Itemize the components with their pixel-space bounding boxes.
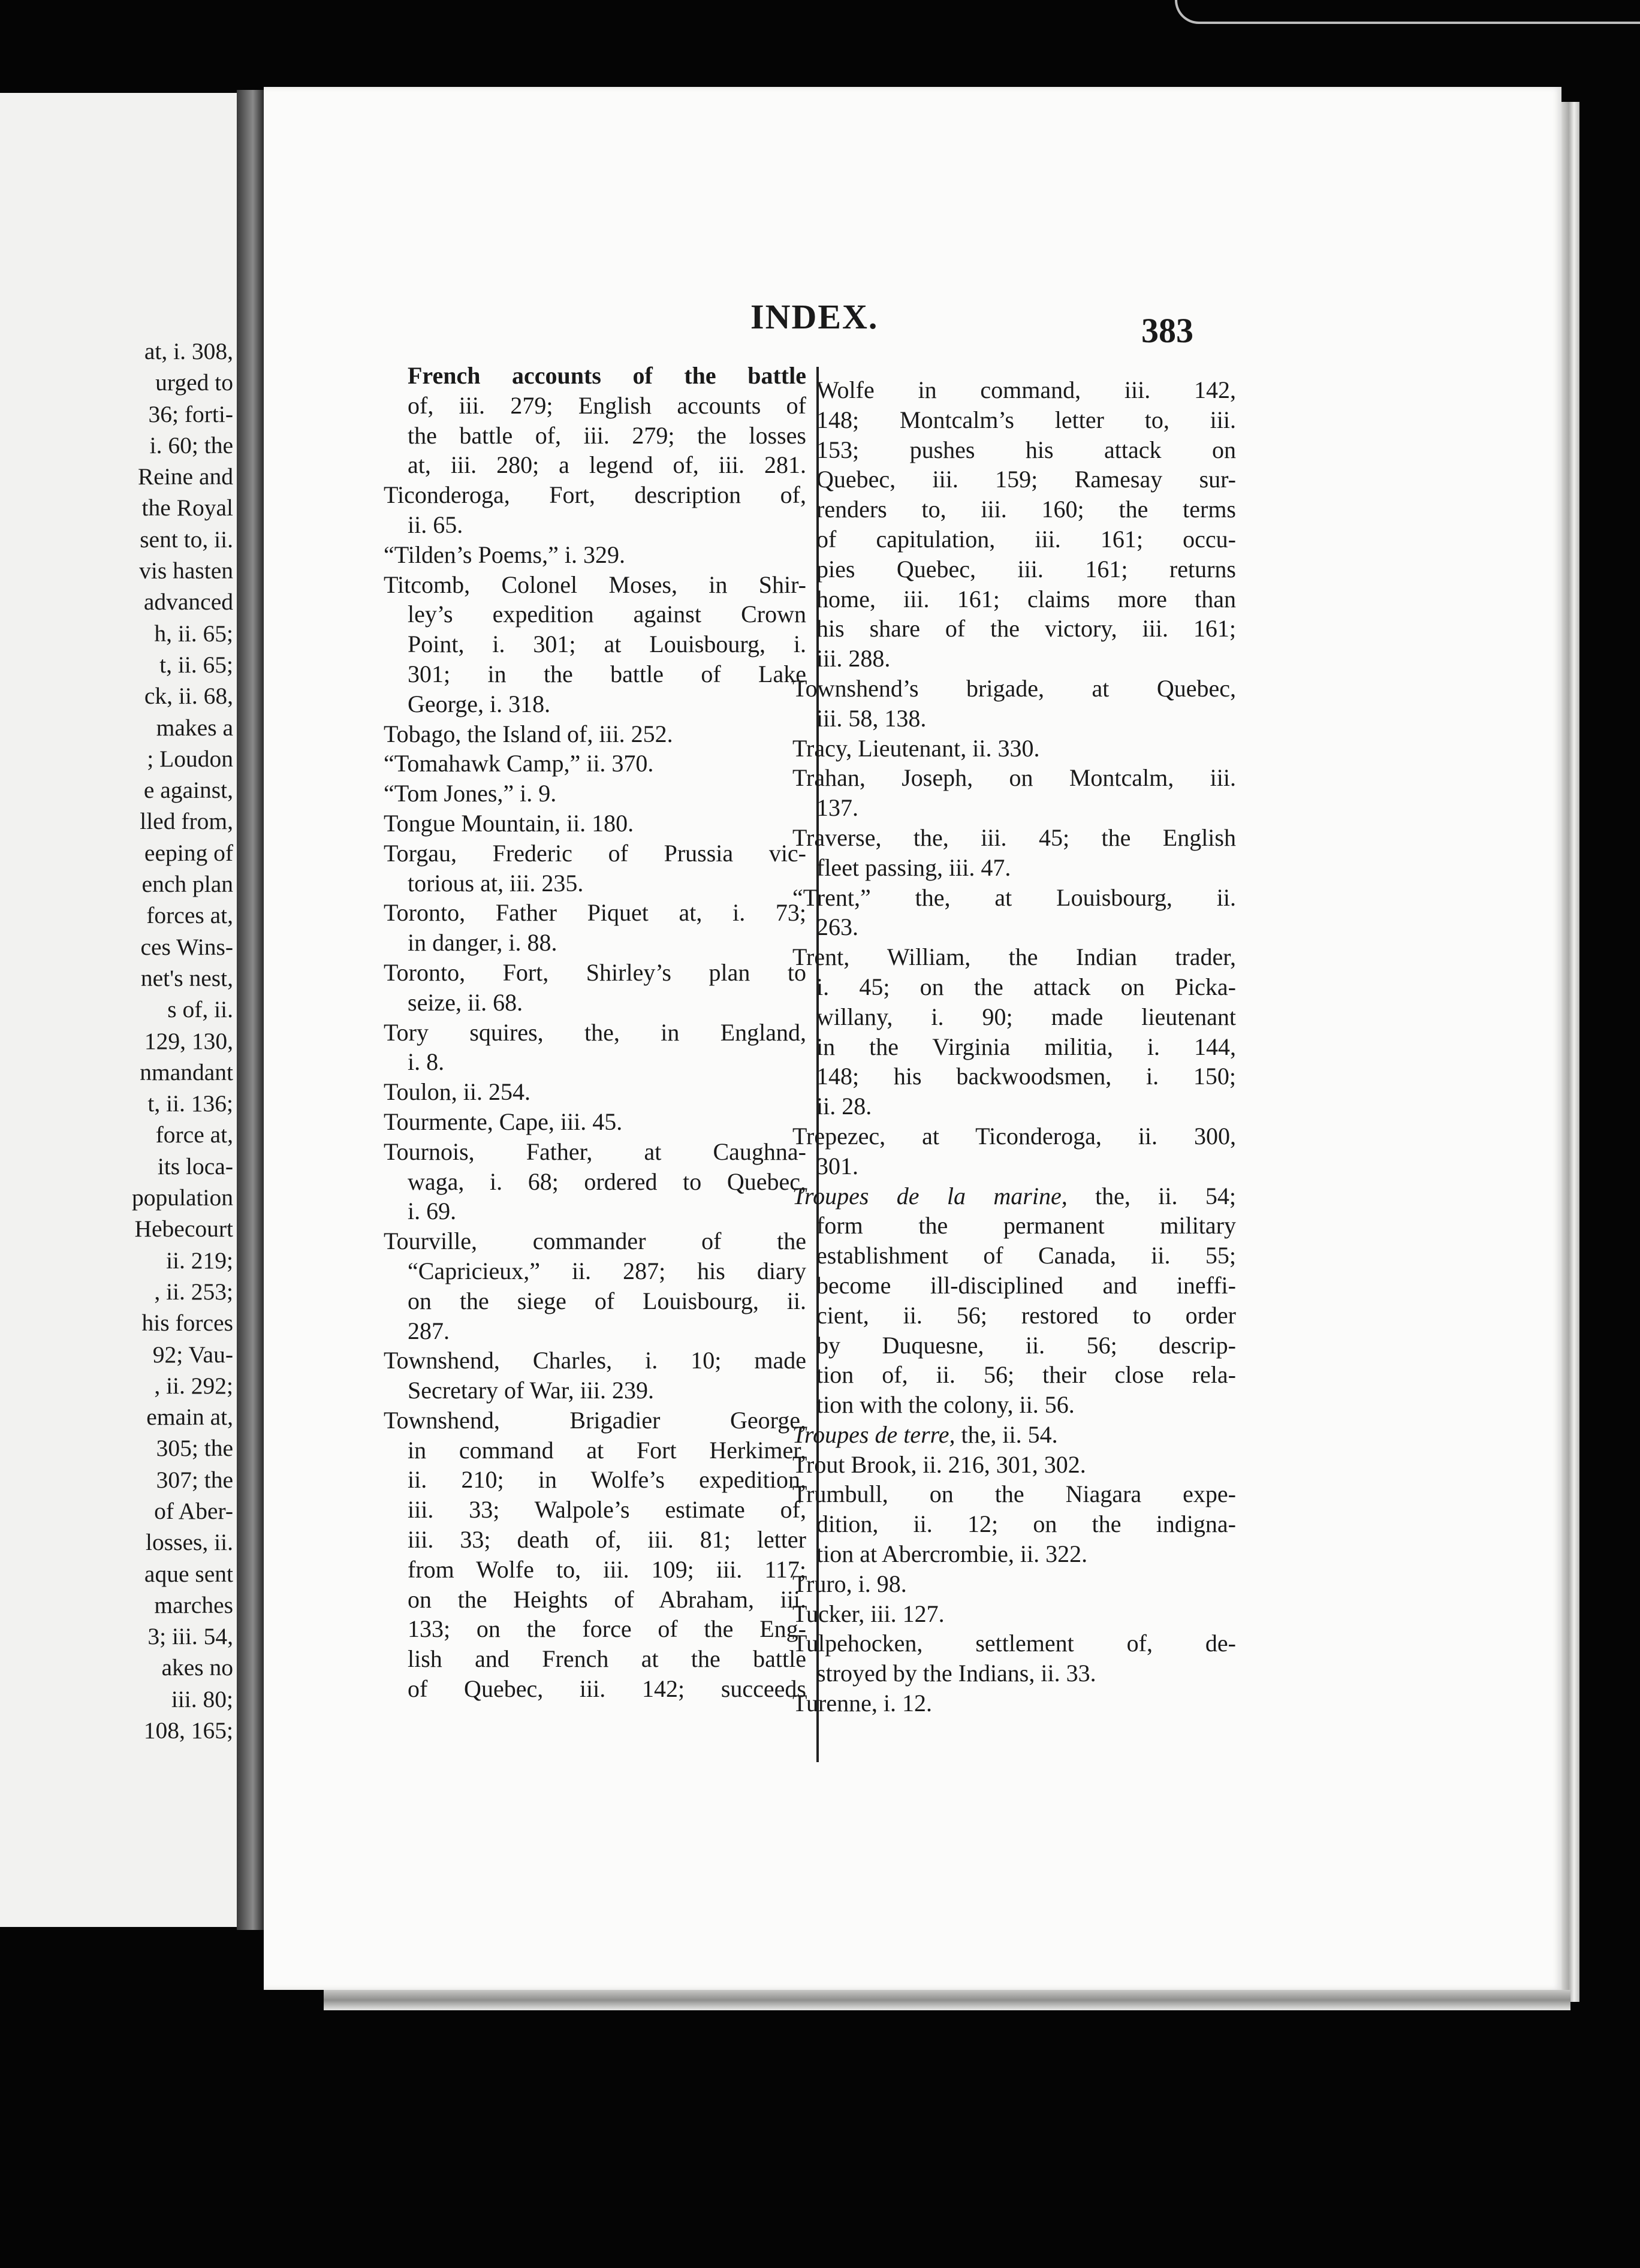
- index-term-italic: Troupes de terre,: [792, 1420, 955, 1448]
- index-line: [384, 719, 806, 749]
- index-line-text: Titcomb, Colonel Moses, in Shir-: [384, 571, 806, 598]
- index-line: [792, 375, 1236, 405]
- index-line-text: the, ii. 54;: [1095, 1182, 1236, 1210]
- index-line: [792, 494, 1236, 524]
- index-line: [384, 1465, 806, 1495]
- index-line-text: “Capricieux,” ii. 287; his diary: [408, 1257, 806, 1284]
- index-line-text: stroyed by the Indians, ii. 33.: [816, 1660, 1096, 1687]
- index-line-text: iii. 33; Walpole’s estimate of,: [408, 1496, 806, 1524]
- index-line-text: Turenne, i. 12.: [792, 1690, 932, 1717]
- index-line: [384, 1077, 806, 1107]
- facing-page-line: t, ii. 136;: [147, 1090, 233, 1117]
- index-line-text: Secretary of War, iii. 239.: [408, 1377, 654, 1404]
- running-title: INDEX.: [750, 297, 879, 336]
- index-line: [384, 599, 806, 629]
- index-line: [792, 584, 1236, 614]
- facing-page-line: Hebecourt: [134, 1216, 233, 1242]
- index-line: [792, 524, 1236, 554]
- facing-page-line: h, ii. 65;: [154, 620, 233, 647]
- facing-page-line: eeping of: [144, 839, 233, 866]
- index-line: [792, 1061, 1236, 1091]
- facing-page-line: force at,: [155, 1121, 233, 1148]
- index-line-text: ley’s expedition against Crown: [408, 601, 806, 628]
- facing-page-line: losses, ii.: [146, 1529, 233, 1556]
- index-line: [792, 1450, 1236, 1480]
- index-line: [384, 1614, 806, 1644]
- index-line: [384, 421, 806, 451]
- index-line-text: Ticonderoga, Fort, description of,: [384, 481, 806, 509]
- index-line-text: home, iii. 161; claims more than: [816, 585, 1236, 613]
- index-line-text: tion at Abercrombie, ii. 322.: [816, 1540, 1088, 1568]
- index-line-text: Truro, i. 98.: [792, 1570, 907, 1597]
- index-line-text: George, i. 318.: [408, 690, 551, 717]
- facing-page-line: 305; the: [156, 1435, 233, 1462]
- index-line: [384, 689, 806, 719]
- index-line-text: 153; pushes his attack on: [816, 436, 1236, 463]
- index-line-text: in danger, i. 88.: [408, 929, 557, 957]
- facing-page-line: its loca-: [157, 1153, 233, 1180]
- index-line: [792, 674, 1236, 704]
- index-line-text: on the siege of Louisbourg, ii.: [408, 1287, 806, 1314]
- facing-page-line: sent to, ii.: [140, 526, 233, 553]
- index-line: [792, 1479, 1236, 1509]
- index-line-text: ii. 65.: [408, 511, 463, 538]
- facing-page-line: ces Wins-: [140, 933, 233, 960]
- index-line: [384, 898, 806, 928]
- index-line-text: become ill-disciplined and ineffi-: [816, 1271, 1236, 1299]
- index-line: [384, 510, 806, 540]
- index-line: [384, 391, 806, 421]
- index-line: [792, 465, 1236, 494]
- index-line: [384, 480, 806, 510]
- index-line: [384, 958, 806, 988]
- index-line-text: French accounts of the battle: [408, 362, 806, 389]
- index-line: [384, 749, 806, 779]
- facing-page-line: net's nest,: [140, 964, 233, 991]
- index-line-text: Toronto, Father Piquet at, i. 73;: [384, 899, 806, 927]
- index-line-text: lish and French at the battle: [408, 1645, 806, 1673]
- index-line-text: Trout Brook, ii. 216, 301, 302.: [792, 1450, 1086, 1478]
- facing-page-line: e against,: [143, 777, 233, 804]
- index-line: [792, 1271, 1236, 1301]
- index-line-text: Tournois, Father, at Caughna-: [384, 1138, 806, 1165]
- index-line-text: renders to, iii. 160; the terms: [816, 496, 1236, 523]
- facing-page-line: marches: [154, 1591, 233, 1618]
- index-line-text: on the Heights of Abraham, iii.: [408, 1585, 806, 1613]
- index-line-text: Tracy, Lieutenant, ii. 330.: [792, 734, 1040, 762]
- index-line: [792, 1539, 1236, 1569]
- index-line-text: i. 45; on the attack on Picka-: [816, 973, 1236, 1000]
- index-line: [384, 1196, 806, 1226]
- index-line-text: “Tom Jones,” i. 9.: [384, 780, 557, 807]
- index-line-text: his share of the victory, iii. 161;: [816, 615, 1236, 643]
- index-line-text: 301.: [816, 1152, 858, 1180]
- index-line-text: i. 8.: [408, 1048, 445, 1076]
- index-line: [792, 1569, 1236, 1599]
- facing-page-line: 129, 130,: [144, 1027, 233, 1054]
- index-line: [792, 1420, 1236, 1450]
- index-line: [792, 1091, 1236, 1121]
- index-line-text: seize, ii. 68.: [408, 988, 523, 1016]
- facing-page-line: advanced: [143, 589, 233, 616]
- facing-page-line: ; Loudon: [147, 745, 233, 772]
- index-line-text: “Tomahawk Camp,” ii. 370.: [384, 750, 654, 777]
- index-line-text: Trahan, Joseph, on Montcalm, iii.: [792, 764, 1236, 792]
- index-line-text: establishment of Canada, ii. 55;: [816, 1242, 1236, 1269]
- index-line: [384, 1585, 806, 1615]
- index-line-text: in command at Fort Herkimer,: [408, 1436, 806, 1464]
- index-line-text: 263.: [816, 913, 858, 941]
- index-line-text: fleet passing, iii. 47.: [816, 853, 1011, 881]
- index-line-text: willany, i. 90; made lieutenant: [816, 1003, 1236, 1030]
- facing-page-line: makes a: [156, 714, 233, 741]
- index-line: [384, 809, 806, 839]
- facing-page-line: s of, ii.: [167, 996, 233, 1023]
- index-line: [792, 734, 1236, 764]
- facing-page-line: emain at,: [146, 1404, 233, 1431]
- index-line: [792, 1151, 1236, 1181]
- facing-page-line: ck, ii. 68,: [144, 683, 233, 710]
- index-line: [384, 988, 806, 1018]
- index-line-text: by Duquesne, ii. 56; descrip-: [816, 1331, 1236, 1359]
- index-line: [792, 1509, 1236, 1539]
- facing-page-line: Reine and: [137, 463, 233, 490]
- index-line: [384, 1495, 806, 1525]
- index-line: [792, 1390, 1236, 1420]
- index-line: [792, 1599, 1236, 1629]
- index-line-text: of capitulation, iii. 161; occu-: [816, 525, 1236, 553]
- index-line: [384, 1018, 806, 1048]
- facing-page-line: iii. 80;: [171, 1685, 233, 1712]
- index-line: [384, 540, 806, 570]
- index-line: [792, 793, 1236, 823]
- index-line-text: form the permanent military: [816, 1212, 1236, 1239]
- index-line-text: 301; in the battle of Lake: [408, 660, 806, 687]
- facing-page-line: 36; forti-: [148, 400, 233, 427]
- index-line: [384, 868, 806, 898]
- index-line: [792, 704, 1236, 734]
- index-line: [384, 570, 806, 600]
- index-line-text: tion of, ii. 56; their close rela-: [816, 1361, 1236, 1389]
- index-line-text: ii. 210; in Wolfe’s expedition,: [408, 1466, 806, 1494]
- index-line: [792, 554, 1236, 584]
- index-line: [792, 1688, 1236, 1718]
- index-line: [792, 644, 1236, 674]
- facing-page-line: ench plan: [141, 871, 233, 898]
- index-line-text: Toronto, Fort, Shirley’s plan to: [384, 958, 806, 986]
- index-line-text: iii. 58, 138.: [816, 704, 927, 732]
- facing-page-line: 92; Vau-: [152, 1341, 233, 1368]
- index-line-text: from Wolfe to, iii. 109; iii. 117;: [408, 1555, 806, 1583]
- index-line-text: Trumbull, on the Niagara expe-: [792, 1480, 1236, 1508]
- index-line-text: at, iii. 280; a legend of, iii. 281.: [408, 451, 806, 479]
- index-line-text: iii. 33; death of, iii. 81; letter: [408, 1526, 806, 1554]
- index-line-text: “Trent,” the, at Louisbourg, ii.: [792, 883, 1236, 911]
- index-line: [384, 928, 806, 958]
- index-line-text: Quebec, iii. 159; Ramesay sur-: [816, 466, 1236, 493]
- index-line: [792, 1002, 1236, 1032]
- facing-page-line: t, ii. 65;: [159, 651, 233, 678]
- index-line-text: 133; on the force of the Eng-: [408, 1615, 806, 1643]
- facing-page-line: i. 60; the: [149, 432, 233, 459]
- facing-page-line: 108, 165;: [143, 1717, 233, 1744]
- index-line: [384, 1316, 806, 1346]
- index-line: [384, 1137, 806, 1167]
- facing-page-line: , ii. 253;: [154, 1278, 233, 1305]
- index-term-italic: Troupes de la marine,: [792, 1182, 1068, 1210]
- index-line: [792, 972, 1236, 1002]
- index-line: [384, 450, 806, 480]
- index-line: [384, 1525, 806, 1555]
- index-line-text: Tongue Mountain, ii. 180.: [384, 809, 634, 837]
- index-line: [384, 839, 806, 868]
- facing-page-line: of Aber-: [154, 1497, 233, 1524]
- index-line-text: torious at, iii. 235.: [408, 869, 584, 897]
- index-line: [792, 1331, 1236, 1361]
- index-line-text: Wolfe in command, iii. 142,: [816, 376, 1236, 403]
- index-line-text: cient, ii. 56; restored to order: [816, 1301, 1236, 1329]
- index-line: [384, 1346, 806, 1376]
- index-line: [792, 405, 1236, 435]
- index-line: [792, 1032, 1236, 1062]
- index-line-text: Tobago, the Island of, iii. 252.: [384, 720, 673, 747]
- facing-page-line: the Royal: [141, 494, 233, 521]
- index-line-text: Tourville, commander of the: [384, 1228, 806, 1255]
- index-line-text: “Tilden’s Poems,” i. 329.: [384, 541, 625, 568]
- index-line: [792, 1658, 1236, 1688]
- index-line: [384, 1107, 806, 1137]
- index-line: [384, 1406, 806, 1435]
- index-line-text: Tory squires, the, in England,: [384, 1018, 806, 1046]
- facing-page-line: 3; iii. 54,: [147, 1623, 233, 1650]
- index-line: [384, 1256, 806, 1286]
- index-line: [792, 1211, 1236, 1241]
- page-edge: [1561, 102, 1579, 2002]
- index-line-text: of Quebec, iii. 142; succeeds: [408, 1675, 806, 1703]
- index-line: [792, 1301, 1236, 1331]
- index-line: [792, 435, 1236, 465]
- index-line: [792, 853, 1236, 883]
- index-line-text: Trent, William, the Indian trader,: [792, 943, 1236, 971]
- index-line-text: 137.: [816, 794, 858, 822]
- index-line: [384, 1644, 806, 1674]
- index-line: [792, 942, 1236, 972]
- facing-page-line: at, i. 308,: [144, 338, 233, 364]
- facing-page-line: urged to: [155, 369, 233, 396]
- index-line-text: Tucker, iii. 127.: [792, 1600, 945, 1627]
- index-line-text: Trepezec, at Ticonderoga, ii. 300,: [792, 1122, 1236, 1150]
- index-line-text: dition, ii. 12; on the indigna-: [816, 1510, 1236, 1538]
- index-line-text: i. 69.: [408, 1198, 457, 1225]
- index-line-text: Tourmente, Cape, iii. 45.: [384, 1108, 623, 1135]
- index-line: [384, 1286, 806, 1316]
- index-line: [792, 1181, 1236, 1211]
- index-line: [384, 1435, 806, 1465]
- index-line-text: Tulpehocken, settlement of, de-: [792, 1630, 1236, 1657]
- index-line-text: Townshend’s brigade, at Quebec,: [792, 674, 1236, 702]
- index-line-text: Townshend, Charles, i. 10; made: [384, 1347, 806, 1374]
- index-line: [384, 1674, 806, 1704]
- facing-page-line: nmandant: [140, 1058, 233, 1085]
- index-line-text: 148; his backwoodsmen, i. 150;: [816, 1063, 1236, 1090]
- index-line: [792, 1121, 1236, 1151]
- index-line-text: tion with the colony, ii. 56.: [816, 1391, 1075, 1419]
- index-line-text: Traverse, the, iii. 45; the English: [792, 824, 1236, 851]
- index-line: [792, 614, 1236, 644]
- index-line-text: the, ii. 54.: [961, 1420, 1058, 1448]
- index-line-text: 148; Montcalm’s letter to, iii.: [816, 406, 1236, 433]
- index-line-text: of, iii. 279; English accounts of: [408, 391, 806, 419]
- facing-page-left: [0, 93, 237, 1927]
- book-gutter: [237, 90, 264, 1930]
- facing-page-line: aque sent: [144, 1560, 233, 1587]
- index-line: [792, 763, 1236, 793]
- index-line-text: pies Quebec, iii. 161; returns: [816, 555, 1236, 583]
- index-line-text: Townshend, Brigadier George,: [384, 1406, 806, 1434]
- index-column-left: [384, 361, 806, 1704]
- facing-page-line: 307; the: [156, 1466, 233, 1493]
- index-line: [384, 1376, 806, 1406]
- index-line: [792, 883, 1236, 913]
- index-line: [384, 361, 806, 391]
- page-bottom-edge: [324, 1990, 1570, 2010]
- facing-page-line: forces at,: [146, 902, 233, 929]
- index-line: [792, 1628, 1236, 1658]
- facing-page-line: ii. 219;: [166, 1247, 233, 1274]
- index-line: [384, 1226, 806, 1256]
- index-line: [384, 659, 806, 689]
- facing-page-line: his forces: [141, 1310, 233, 1337]
- facing-page-line: akes no: [161, 1654, 233, 1681]
- index-line: [792, 823, 1236, 853]
- facing-page-line: vis hasten: [139, 557, 233, 584]
- index-line: [384, 1167, 806, 1197]
- scan-border-curve: [1175, 0, 1640, 24]
- index-line-text: waga, i. 68; ordered to Quebec,: [408, 1168, 806, 1195]
- facing-page-line: population: [132, 1184, 233, 1211]
- facing-page-line: lled from,: [140, 808, 233, 835]
- page-number: 383: [1141, 311, 1193, 350]
- index-line-text: 287.: [408, 1317, 450, 1344]
- index-column-right: [792, 375, 1236, 1718]
- index-line-text: iii. 288.: [816, 645, 891, 672]
- index-line: [792, 1360, 1236, 1390]
- index-line-text: ii. 28.: [816, 1093, 872, 1120]
- index-line: [792, 1241, 1236, 1271]
- facing-page-line: , ii. 292;: [154, 1372, 233, 1399]
- index-line: [384, 629, 806, 659]
- index-line: [384, 779, 806, 809]
- index-line: [792, 912, 1236, 942]
- index-line-text: Toulon, ii. 254.: [384, 1078, 530, 1106]
- index-line-text: in the Virginia militia, i. 144,: [816, 1033, 1236, 1060]
- index-line: [384, 1047, 806, 1077]
- index-line-text: the battle of, iii. 279; the losses: [408, 421, 806, 449]
- index-line: [384, 1555, 806, 1585]
- index-line-text: Point, i. 301; at Louisbourg, i.: [408, 631, 806, 658]
- facing-page-text: [5, 336, 233, 1746]
- index-line-text: Torgau, Frederic of Prussia vic-: [384, 839, 806, 867]
